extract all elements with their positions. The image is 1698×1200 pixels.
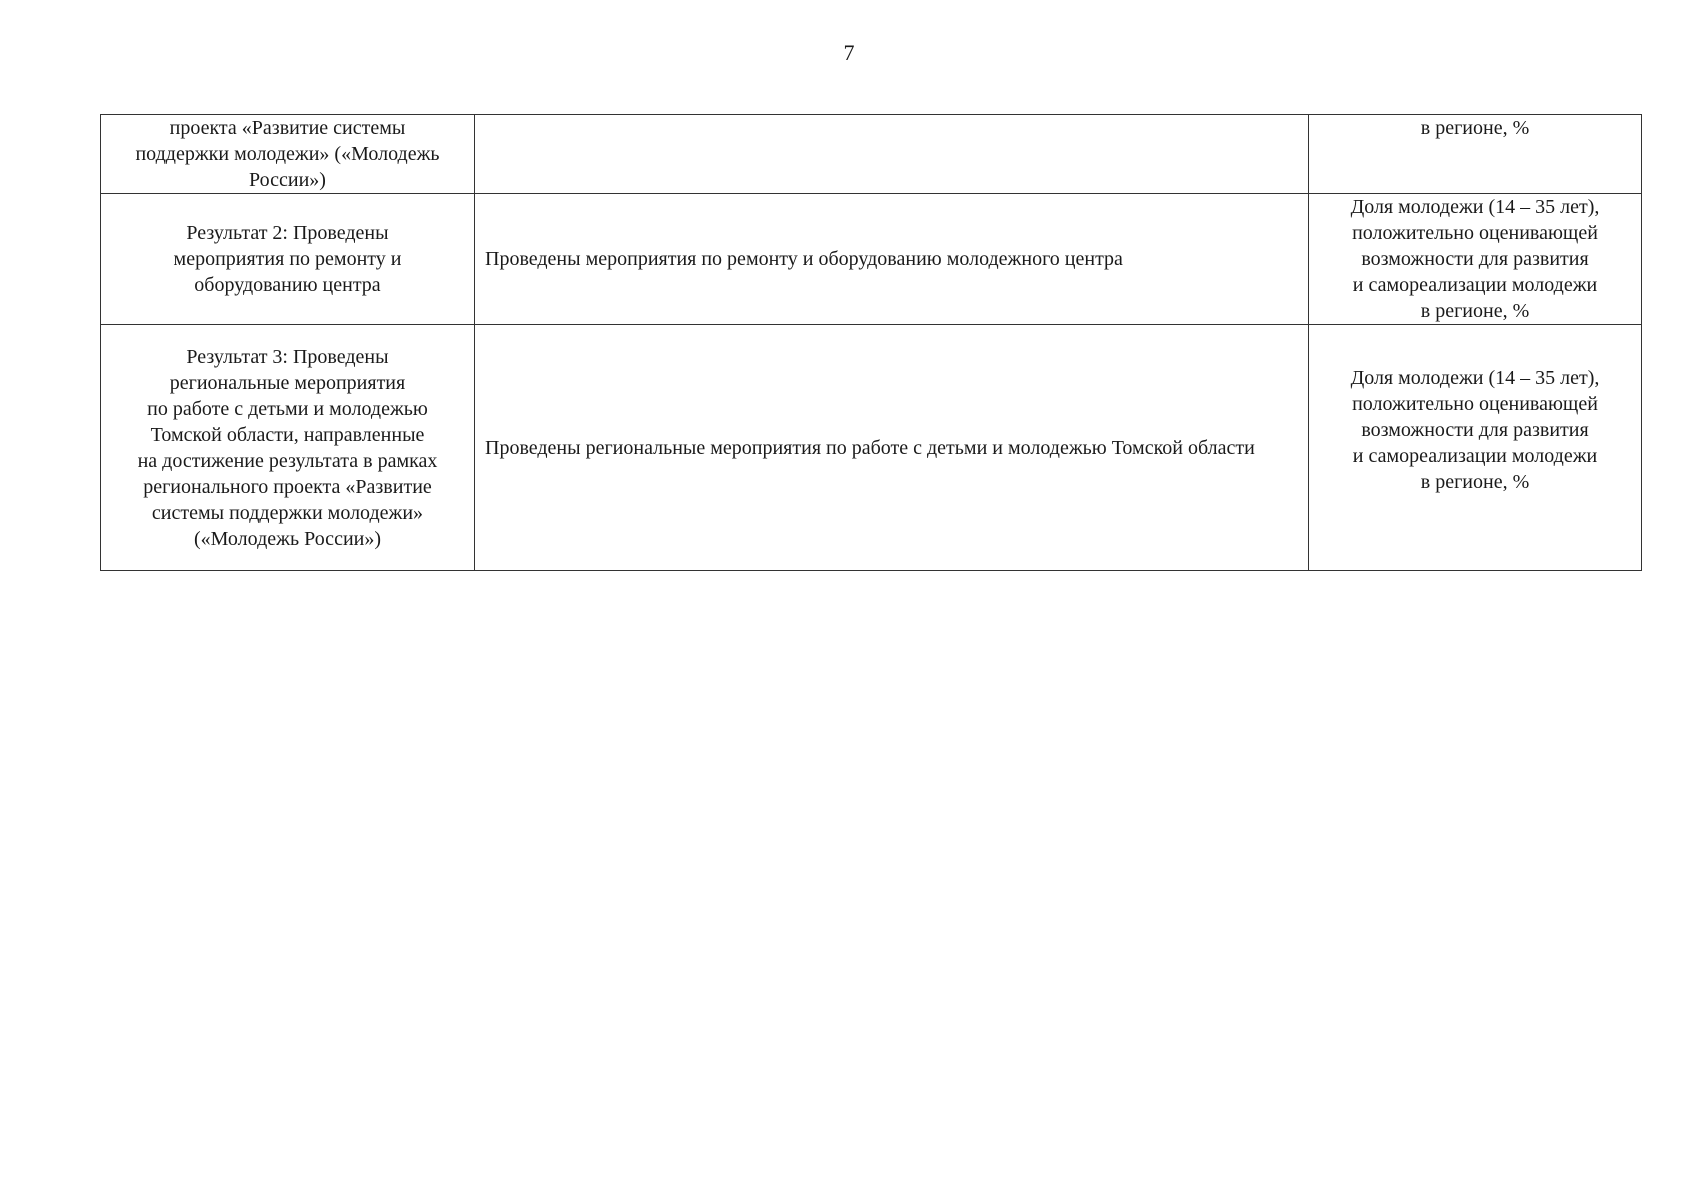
result-line: мероприятия по ремонту и: [173, 248, 402, 270]
indicator-line: в регионе, %: [1420, 300, 1530, 322]
result-line: оборудованию центра: [194, 274, 381, 296]
result-line: Результат 2: Проведены: [186, 222, 389, 244]
indicator-line: в регионе, %: [1420, 117, 1530, 139]
indicator-cell: [1309, 115, 1642, 194]
indicator-line: Доля молодежи (14 – 35 лет),: [1350, 196, 1600, 218]
table-row: [101, 194, 1642, 325]
result-line: системы поддержки молодежи»: [151, 501, 424, 524]
indicator-line: положительно оценивающей: [1352, 393, 1598, 415]
result-line: по работе с детьми и молодежью: [147, 397, 428, 420]
result-line: на достижение результата в рамках: [137, 449, 438, 472]
description-cell: Проведены региональные мероприятия по работе с детьми и молодежью Томской области: [475, 325, 1309, 571]
indicator-line: Доля молодежи (14 – 35 лет),: [1350, 367, 1600, 389]
result-line: регионального проекта «Развитие: [143, 475, 432, 498]
result-line: Томской области, направленные: [150, 423, 425, 446]
indicator-cell: [1309, 194, 1642, 325]
indicator-line: и самореализации молодежи: [1352, 274, 1598, 296]
indicator-cell: [1309, 325, 1642, 571]
table-row: [101, 115, 1642, 194]
result-line: Результат 3: Проведены: [186, 345, 389, 368]
indicator-line: в регионе, %: [1420, 471, 1530, 493]
description-cell: Проведены мероприятия по ремонту и оборудованию молодежного центра: [475, 194, 1309, 325]
indicator-line: положительно оценивающей: [1352, 222, 1598, 244]
result-cell: [101, 194, 475, 325]
result-line: проекта «Развитие системы: [169, 117, 406, 139]
table-row: [101, 325, 1642, 571]
page-number: 7: [843, 40, 855, 65]
result-line: региональные мероприятия: [169, 371, 406, 394]
description-cell: [475, 115, 1309, 194]
result-cell: [101, 325, 475, 571]
result-line: поддержки молодежи» («Молодежь: [135, 143, 440, 165]
results-table: [100, 114, 1642, 571]
result-line: («Молодежь России»): [193, 527, 382, 550]
result-cell: [101, 115, 475, 194]
indicator-line: возможности для развития: [1361, 419, 1589, 441]
result-line: России»): [249, 169, 326, 191]
indicator-line: и самореализации молодежи: [1352, 445, 1598, 467]
indicator-line: возможности для развития: [1361, 248, 1589, 270]
